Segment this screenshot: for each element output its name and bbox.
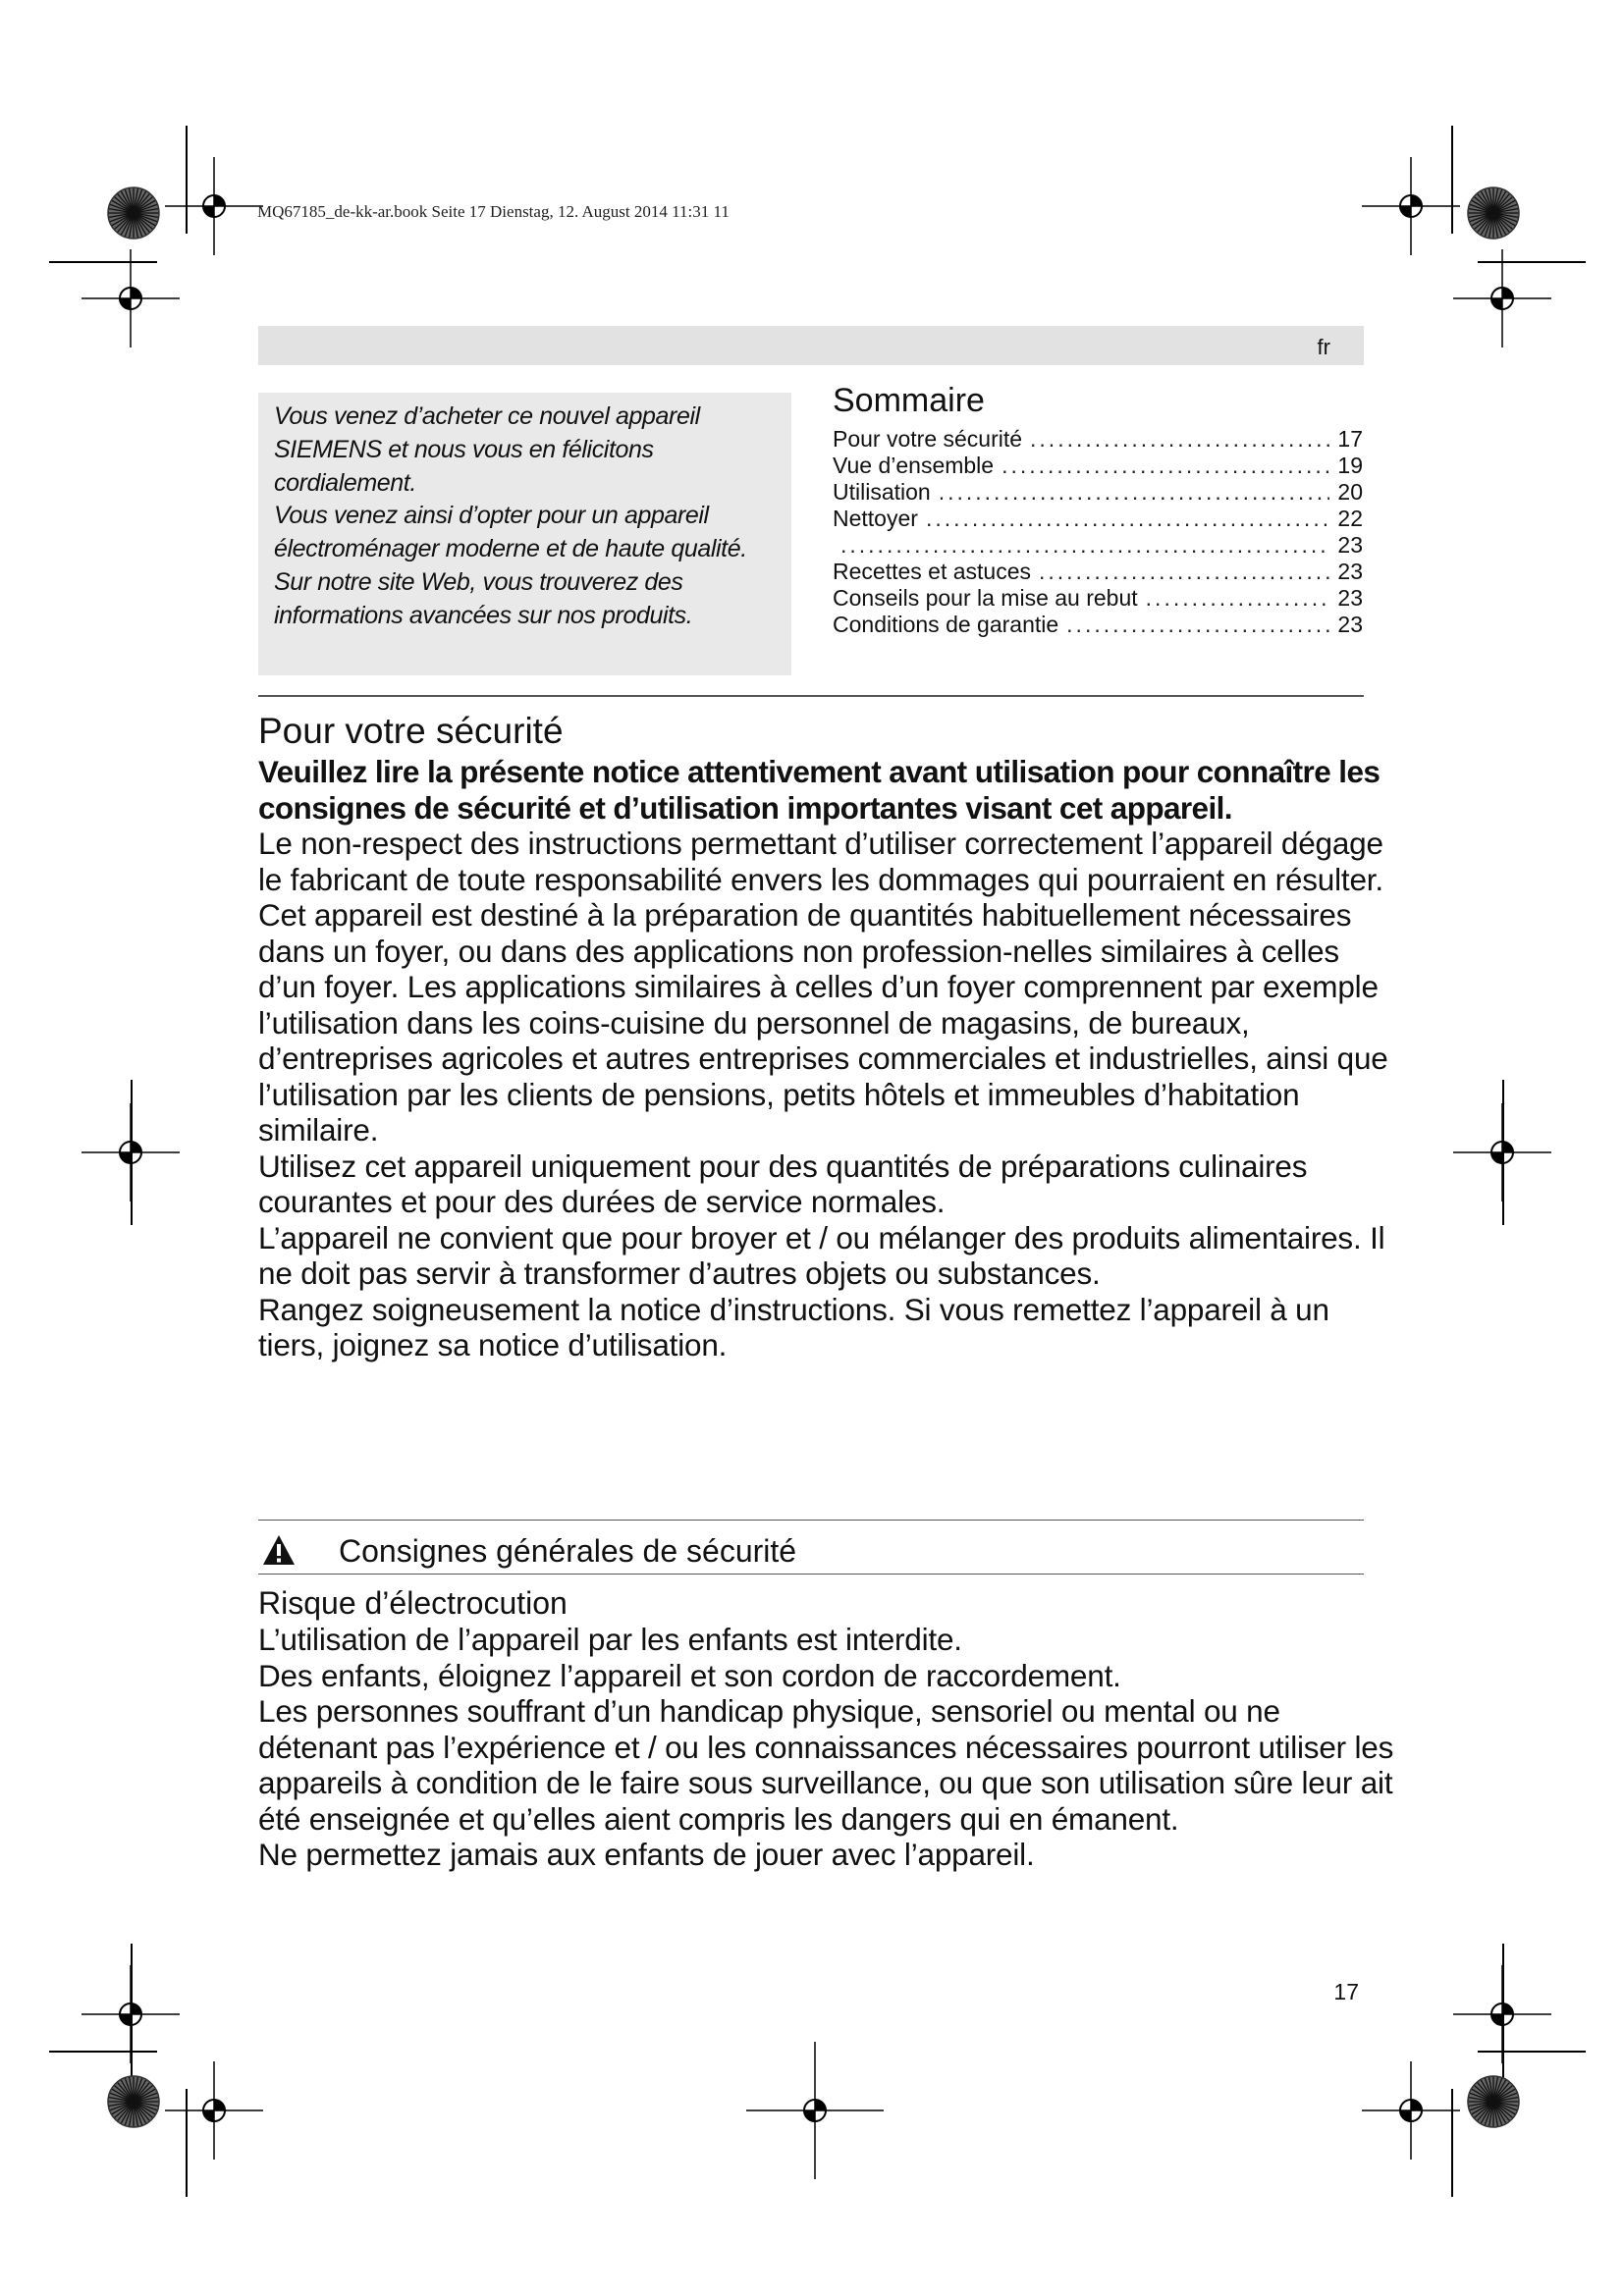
general-safety-heading (258, 1531, 1364, 1571)
toc-entry[interactable] (833, 506, 1363, 532)
warning-triangle-icon (262, 1534, 296, 1566)
toc-entry-page: 22 (1337, 506, 1363, 531)
intro-box (258, 393, 791, 675)
crop-line (131, 1944, 133, 2086)
safety-paragraph: Cet appareil est destiné à la préparation de quantités habituellement nécessaires dans un foyer, ou dans des applications non profession-nelles similaires à celles d’un foyer. Les applications similaires à celles d’un foyer comprennent par exemple l’utilisation dans les coins-cuisine du personnel de magasins, de bureaux, d’entreprises agricoles et autres entreprises commerciales et industrielles, ainsi que l’utilisation par les clients de pensions, petits hôtels et immeubles d’habitation similaire. (258, 897, 1388, 1148)
safety-paragraph: Le non-respect des instructions permettant d’utiliser correctement l’appareil dégage le fabricant de toute responsabilité envers les dommages qui pourraient en résulter. (258, 826, 1383, 897)
registration-mark-icon (1453, 249, 1551, 347)
warning-divider-bottom (258, 1574, 1364, 1575)
language-bar (258, 326, 1364, 365)
intro-line: Vous venez ainsi d’opter pour un appareil électroménager moderne et de haute qualité. Sur notre site Web, vous trouverez des informations avancées sur nos produits. (274, 502, 747, 629)
safety-paragraph: L’appareil ne convient que pour broyer et / ou mélanger des produits alimentaires. Il ne doit pas servir à transformer d’autres objets ou substances. (258, 1219, 1385, 1291)
registration-mark-icon (1362, 2061, 1460, 2160)
crop-line (1478, 2051, 1586, 2053)
toc-entry-title: Nettoyer (833, 506, 918, 531)
section-divider (258, 695, 1364, 697)
general-safety-title: Consignes générales de sécurité (339, 1533, 797, 1569)
toc-entry-title: Vue d’ensemble (833, 453, 995, 478)
toc-title: Sommaire (833, 382, 985, 419)
page-number: 17 (1333, 1979, 1359, 2004)
registration-mark-icon (165, 2061, 263, 2160)
toc-entry-title: Utilisation (833, 479, 931, 505)
toc-entry-page: 17 (1337, 426, 1363, 452)
toc-entry-page: 23 (1337, 559, 1363, 584)
crop-line (49, 2051, 157, 2053)
language-code: fr (1317, 335, 1330, 359)
color-calibration-star-icon (106, 2074, 161, 2129)
color-calibration-star-icon (106, 186, 161, 240)
toc-entry-page: 20 (1337, 479, 1363, 505)
toc-entry-title: Pour votre sécurité (833, 426, 1023, 452)
crop-line (131, 1080, 133, 1225)
safety-paragraph: Utilisez cet appareil uniquement pour des quantités de préparations culinaires courantes et pour des durées de service normales. (258, 1148, 1308, 1219)
table-of-contents (833, 379, 1363, 638)
toc-entry-page: 19 (1337, 453, 1363, 478)
color-calibration-star-icon (1466, 186, 1521, 240)
toc-entry[interactable] (833, 426, 1363, 453)
crop-line (1502, 1080, 1504, 1225)
intro-line: Vous venez d’acheter ce nouvel appareil SIEMENS et nous vous en félicitons cordialement. (274, 402, 700, 497)
general-paragraph: Les personnes souffrant d’un handicap physique, sensoriel ou mental ou ne détenant pas l’expérience et / ou les connaissances nécessaires pourront utiliser les appareils à condition de le faire sous surveillance, ou que son utilisation sûre leur ait été enseignée et qu’elles aient compris les dangers qui en émanent. (258, 1693, 1394, 1837)
safety-lead: Veuillez lire la présente notice attentivement avant utilisation pour connaître les consignes de sécurité et d’utilisation importantes visant cet appareil. (258, 754, 1380, 826)
book-slug: MQ67185_de-kk-ar.book Seite 17 Dienstag, 12. August 2014 11:31 11 (257, 202, 730, 221)
safety-paragraph: Rangez soigneusement la notice d’instructions. Si vous remettez l’appareil à un tiers, joignez sa notice d’utilisation. (258, 1291, 1329, 1362)
toc-entry-page: 23 (1337, 532, 1363, 558)
toc-entry-page: 23 (1337, 612, 1363, 637)
toc-entry[interactable] (833, 559, 1363, 585)
toc-entry[interactable] (833, 612, 1363, 638)
safety-section (258, 709, 1397, 1363)
general-paragraph: Ne permettez jamais aux enfants de jouer avec l’appareil. (258, 1837, 1035, 1872)
warning-divider-top (258, 1520, 1364, 1521)
toc-entry[interactable] (833, 532, 1363, 559)
intro-text (274, 400, 785, 633)
general-paragraph: Des enfants, éloignez l’appareil et son cordon de raccordement. (258, 1657, 1121, 1693)
color-calibration-star-icon (1466, 2074, 1521, 2129)
registration-mark-icon (165, 157, 263, 255)
registration-mark-icon (1362, 157, 1460, 255)
toc-entry-title: Recettes et astuces (833, 559, 1031, 584)
toc-entry-page: 23 (1337, 585, 1363, 611)
crop-line (1502, 1944, 1504, 2086)
electrocution-section (258, 1584, 1397, 1873)
electrocution-title: Risque d’électrocution (258, 1585, 568, 1621)
toc-entry[interactable] (833, 479, 1363, 506)
toc-entry-title: Conditions de garantie (833, 612, 1059, 637)
general-paragraph: L’utilisation de l’appareil par les enfants est interdite. (258, 1622, 962, 1657)
toc-entry[interactable] (833, 453, 1363, 479)
registration-mark-icon (746, 2042, 884, 2179)
section-title: Pour votre sécurité (258, 711, 564, 751)
toc-entry-title: Conseils pour la mise au rebut (833, 585, 1138, 611)
registration-mark-icon (81, 249, 180, 347)
toc-entry[interactable] (833, 585, 1363, 612)
